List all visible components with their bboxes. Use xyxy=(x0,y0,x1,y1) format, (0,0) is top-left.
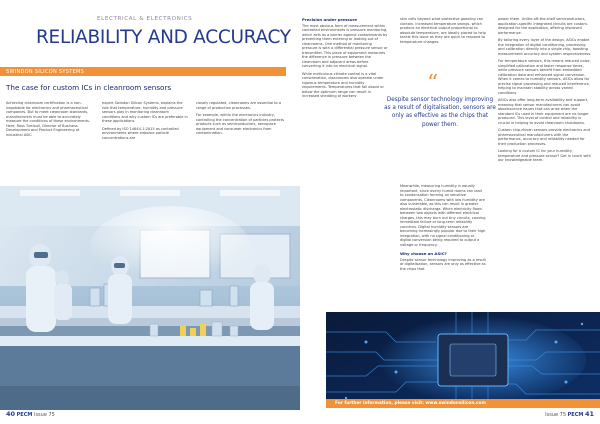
intro-paragraph: Defined by ISO 14644-1:2015 as controlled environments where airborne particle concentrations are xyxy=(102,126,179,140)
intro-column-1 xyxy=(6,101,92,137)
quote-mark-icon: “ xyxy=(427,71,439,96)
intro-paragraph: expert Swindon Silicon Systems, explains the role that temperature, humidity and pressure sensors play in monitoring cleanroom conditions and why custom ICs are preferable in these applications. xyxy=(102,101,188,123)
section-heading: Why choose an ASIC? xyxy=(400,251,447,256)
magazine-brand: PECM xyxy=(567,412,584,418)
section-heading: Precision under pressure xyxy=(302,17,358,22)
intro-paragraph: For example, within the electronics industry, controlling the concentration of particles protects products such as semiconductors, aerospace equipment and consumer electronics from contamination. xyxy=(196,113,284,135)
body-paragraph: By tailoring every layer of the design, ASICs enable the integration of digital conditioning, processing and calibration directly into a single chip, boosting measurement accuracy and system responsiveness. xyxy=(498,38,592,56)
page-number: 41 xyxy=(584,410,594,418)
body-paragraph: Despite sensor technology improving as a result of digitalisation, sensors are only as effective as the chips that xyxy=(400,257,486,271)
cleanroom-illustration xyxy=(0,186,300,410)
cleanroom-photo xyxy=(0,186,300,410)
intro-paragraph: closely regulated, cleanrooms are essential to a range of production processes. xyxy=(196,101,282,110)
intro-paragraph: Achieving cleanroom certification is a non-negotiable for electronics and pharmaceutical companies. But to meet cleanroom standards, manufacturers must be able to accurately measure the conditions of these environments. Here, Ross Turnbull, Director of Business Development and Product Engineering at industrial ASIC xyxy=(6,101,91,137)
body-paragraph: The most obvious form of measurement within controlled environments is pressure monitoring, which acts as a barrier against contaminants by preventing them entering or leaking out of cleanrooms. One method of monitoring pressure is with a differential pressure sensor or transmitter. This piece of equipment measures the difference in pressure between the cleanroom and adjacent areas before converting it into an electrical signal. xyxy=(302,23,388,68)
page-folio-right xyxy=(545,410,594,418)
body-paragraph: Custom chip-driven sensors provide electronics and pharmaceutical manufacturers with the performance, accuracy and reliability needed for their production processes. xyxy=(498,128,591,146)
body-paragraph: For temperature sensors, this means reduced noise, simplified calibration and faster response times, while pressure sensors benefit from embedded calibration data and enhanced signal conversion. When it comes to humidity sensors, ASICs allow for precise signal processing and reduced interference, helping to maintain stability across varied conditions. xyxy=(498,59,591,95)
magazine-brand: PECM xyxy=(16,412,33,418)
body-paragraph: skin cells beyond what protective gowning can contain. Increased temperature swings, which produce an electrical output proportional to absolute temperature, are ideally placed to help tackle this issue as they are quick to respond to temperature changes. xyxy=(400,17,486,44)
pull-quote: Despite sensor technology improving as a result of digitalisation, sensors are only as effective as the chips that power them. xyxy=(384,97,496,128)
middle-column-2-bottom xyxy=(400,184,486,271)
issue-label: Issue 75 xyxy=(33,412,55,418)
footer-info-text: For further information, please visit: www.swindonsilicon.com xyxy=(335,400,486,406)
article-subhead: The case for custom ICs in cleanroom sensors xyxy=(6,83,172,92)
circuit-board-illustration xyxy=(326,312,600,408)
intro-column-3 xyxy=(196,101,284,136)
intro-column-2 xyxy=(102,101,188,140)
page-number: 40 xyxy=(6,410,16,418)
issue-label: Issue 75 xyxy=(545,412,567,418)
chip-photo xyxy=(326,312,600,408)
middle-column-2-top xyxy=(400,17,486,44)
page-folio-left xyxy=(6,410,55,418)
middle-column-1 xyxy=(302,17,388,99)
body-paragraph: While meticulous climate control is a vital consideration, cleanrooms also operate under rigorous temperature and humidity requirements. Temperatures that fall above or below the optimum range can result in increased shedding of workers' xyxy=(302,71,384,98)
article-headline: RELIABILITY AND ACCURACY xyxy=(36,27,291,48)
body-paragraph: ASICs also offer long-term availability and support, meaning that sensor manufacturers can avoid obsolescence issues that can arise when the standard ICs used in their equipment are no longer produced. This level of control and reliability is crucial in helping to avoid cleanroom shutdowns. xyxy=(498,98,589,125)
body-paragraph: Meanwhile, measuring humidity is equally important, since overly humid rooms can lead to condensation forming on sensitive components. Cleanrooms with low humidity are also vulnerable, as this can result in greater electrostatic discharge. When electricity flows between two objects with different electrical charges, this may burn out tiny circuits, causing immediate failure or long-term reliability concerns. Digital humidity sensors are becoming increasingly popular due to their high integration, with no signal conditioning or digital conversion being required to output a voltage or frequency. xyxy=(400,184,486,247)
body-paragraph: Looking for a custom IC for your humidity, temperature and pressure sensor? Get in touch with our knowledgeable team. xyxy=(498,149,591,162)
right-column xyxy=(498,17,592,163)
company-name: SWINDON SILICON SYSTEMS xyxy=(6,68,85,75)
body-paragraph: power them. Unlike off-the-shelf semiconductors, application-specific integrated circuits are custom-designed for the application, offering improved performance. xyxy=(498,17,589,35)
section-label: ELECTRICAL & ELECTRONICS xyxy=(97,16,193,22)
